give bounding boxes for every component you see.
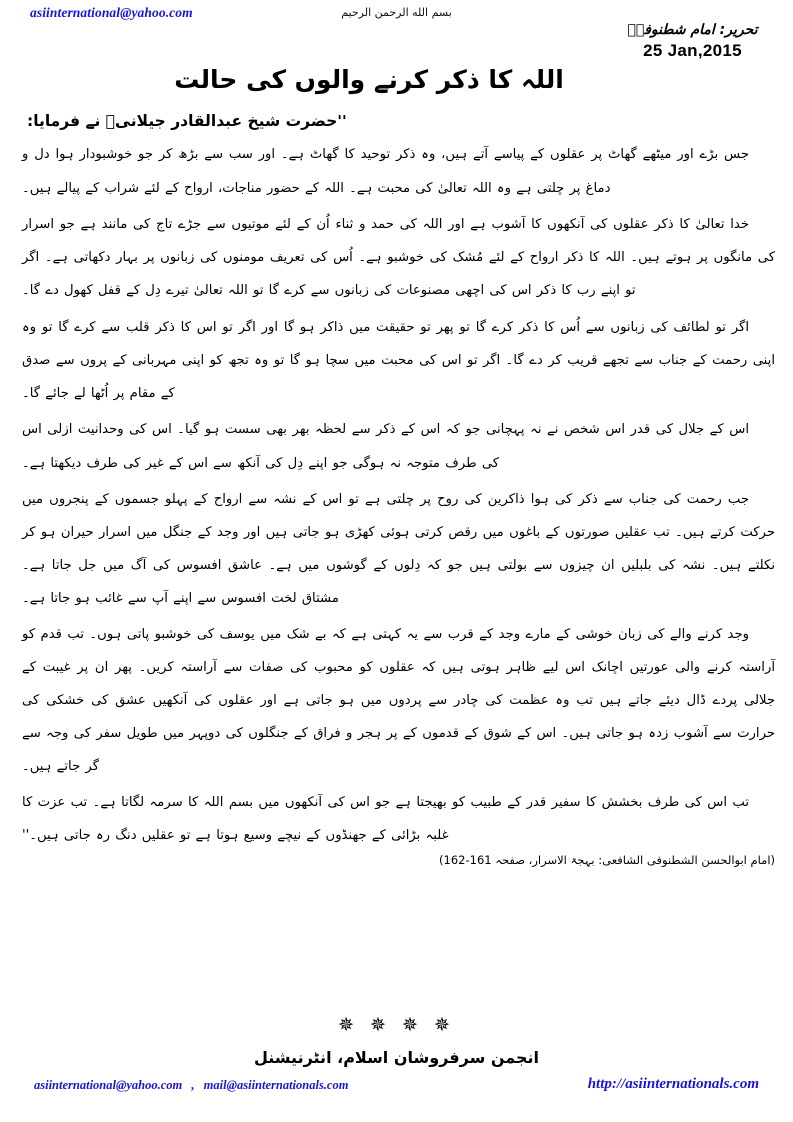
organization-name: انجمن سرفروشان اسلام، انٹرنیشنل xyxy=(253,1048,540,1067)
footer-website-link[interactable]: http://asiinternationals.com xyxy=(587,1076,759,1092)
source-citation: (امام ابوالحسن الشطنوفی الشافعی: بہجۃ الاسرار، صفحہ 161-162) xyxy=(439,853,775,867)
footer-email-separator: , xyxy=(191,1078,195,1092)
page-header xyxy=(0,0,793,105)
paragraph: اگر تو لطائف کی زبانوں سے اُس کا ذکر کرے گا تو پھر تو حقیقت میں ذاکر ہو گا اور اگر تو اس کا ذکر قلب سے کرے گا تو وہ اپنی رحمت کے جناب سے تجھے قریب کر دے گا۔ اگر تو اس کی محبت میں سچا ہو گا تو وہ تجھ کو اپنی مہربانی کے پروں سے صدق کے مقام پر اُٹھا لے جائے گا۔ xyxy=(22,319,775,402)
paragraph: تب اس کی طرف بخشش کا سفیر قدر کے طبیب کو بھیجتا ہے جو اس کی آنکھوں میں بسم اللہ کا سرمہ لگاتا ہے۔ تب عزت کا غلبہ بڑائی کے جھنڈوں کے نیچے وسیع ہوتا ہے تو عقلیں دنگ رہ جاتی ہیں۔'' xyxy=(22,795,749,843)
page-title: اللہ کا ذکر کرنے والوں کی حالت xyxy=(174,64,564,94)
paragraph: جب رحمت کی جناب سے ذکر کی ہوا ذاکرین کی روح پر چلتی ہے تو اس کے نشہ سے ارواح کے پہلو جسموں کے پنجروں میں حرکت کرتے ہیں۔ تب عقلیں صورتوں کے باغوں میں رقص کرتی ہوئی کھڑی ہو جاتی ہیں اور وجد کے جنگل میں اسرار حیران ہو کر نکلتے ہیں۔ نشہ کی بلبلیں ان چیزوں سے بولتی ہیں جو کہ دِلوں کے گوشوں میں ہے۔ عاشق افسوس کی آگ میں جل جاتا ہے۔ مشتاق لخت افسوس سے اپنے آپ سے غائب ہو جاتا ہے۔ xyxy=(22,492,775,606)
paragraph: اس کے جلال کی قدر اس شخص نے نہ پہچانی جو کہ اس کے ذکر سے لحظہ بھر بھی سست ہو گیا۔ اس کی وحدانیت ازلی اس کی طرف متوجہ نہ ہوگی جو اپنے دِل کی آنکھ سے اس کے غیر کی طرف دیکھتا ہے۔ xyxy=(22,422,749,471)
paragraph: جس بڑے اور میٹھے گھاٹ پر عقلوں کے پیاسے آتے ہیں، وہ ذکر توحید کا گھاٹ ہے۔ اور سب سے بڑھ کر جو خوشبودار ہوا دل و دماغ پر چلتی ہے وہ اللہ تعالیٰ کی محبت ہے۔ اللہ کے حضور مناجات، ارواح کے لئے شراب کے پیالے ہیں۔ xyxy=(22,147,749,196)
article-body xyxy=(22,108,775,867)
paragraph: خدا تعالیٰ کا ذکر عقلوں کی آنکھوں کا آشوب ہے اور اللہ کی حمد و ثناء اُن کے لئے موتیوں سے جڑے تاج کی مانند ہے جو اسرار کی مانگوں پر ہوتے ہیں۔ اللہ کا ذکر ارواح کے لئے مُشک کی خوشبو ہے۔ اُس کی تعریف مومنوں کی زبانوں پر بہار دکھاتی ہے۔ اگر تو اپنے رب کا ذکر اس کی اچھی مصنوعات کی زبانوں سے کرے گا تو اللہ تعالیٰ تیرے دِل کے قفل کھول دے گا۔ xyxy=(22,216,775,299)
header-email-link[interactable]: asiinternational@yahoo.com xyxy=(30,5,193,20)
footer-email-group xyxy=(34,1078,348,1093)
publication-date: 25 Jan,2015 xyxy=(643,40,742,60)
footer-email-1[interactable]: asiinternational@yahoo.com xyxy=(34,1078,183,1092)
paragraph: وجد کرنے والے کی زبان خوشی کے مارے وجد کے قرب سے یہ کہتی ہے کہ بے شک میں یوسف کی خوشبو پاتی ہوں۔ تب قدم کو آراستہ کرنے والی عورتیں اچانک اس لیے ظاہر ہوتی ہیں کہ عقلوں کو محبوب کی صفات سے آراستہ کریں۔ پھر ان پر غیبت کے جلالی پردے ڈال دیئے جاتے ہیں تب وہ عظمت کی چادر سے پردوں میں ہو جاتی ہے اور عقلوں کی آنکھیں عشق کی خشکی کی حرارت سے آشوب زدہ ہو جاتی ہیں۔ اس کے شوق کے قدموں کے پر ہجر و فراق کے جنگلوں کی دوپہر میں طویل سفر کی وجہ سے گر جاتے ہیں۔ xyxy=(22,627,775,774)
author-block xyxy=(610,22,775,61)
footer-email-2[interactable]: mail@asiinternationals.com xyxy=(203,1078,349,1092)
lead-quote: ''حضرت شیخ عبدالقادر جیلانیؒ نے فرمایا: xyxy=(27,112,347,130)
page-footer xyxy=(0,1078,793,1104)
bismillah-line: بسم الله الرحمن الرحيم xyxy=(341,6,452,19)
citation-row xyxy=(22,853,775,867)
ornament-divider: ✵ ✵ ✵ ✵ xyxy=(338,1014,455,1036)
author-name: تحریر: امام شطنوفیؒ xyxy=(627,22,758,38)
